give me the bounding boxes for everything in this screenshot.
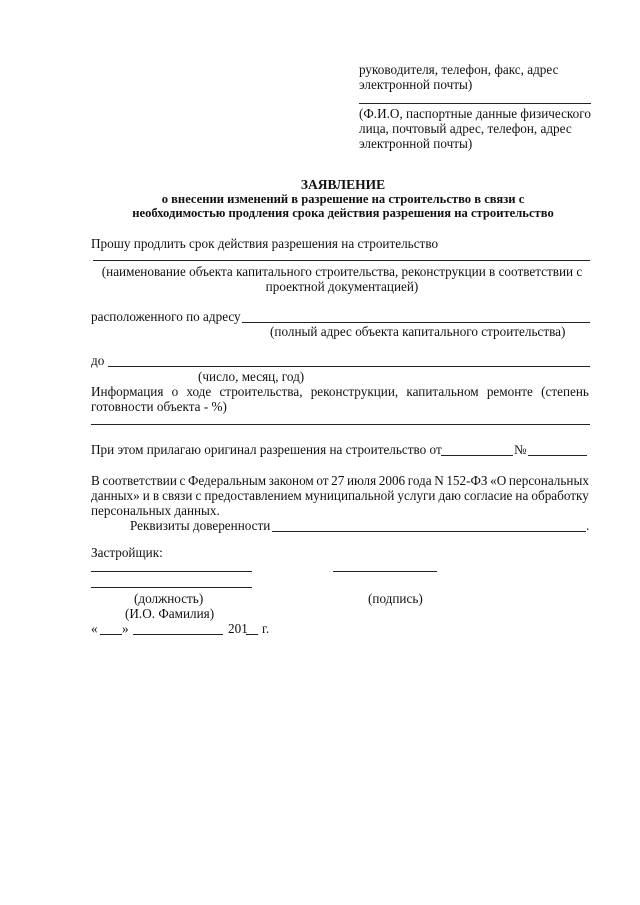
consent-word: обработку [531, 488, 589, 503]
name-caption: (И.О. Фамилия) [125, 606, 215, 621]
info-line2: готовности объекта - %) [91, 399, 227, 414]
consent-word: на [515, 488, 529, 503]
attach-number-line[interactable] [528, 455, 587, 456]
info-word: Информация [91, 384, 164, 399]
address-caption: (полный адрес объекта капитального строительства) [270, 324, 566, 339]
power-of-attorney-end: . [586, 518, 590, 533]
consent-word: муниципальной [304, 488, 395, 503]
consent-word: 152-ФЗ [446, 473, 488, 488]
developer-label: Застройщик: [91, 545, 163, 560]
signature-caption: (подпись) [368, 591, 423, 606]
power-of-attorney-label: Реквизиты доверенности [130, 518, 271, 533]
info-word: реконструкции, [310, 384, 399, 399]
document-title: ЗАЯВЛЕНИЕ [300, 177, 386, 192]
consent-word: В [91, 473, 100, 488]
until-label: до [91, 353, 105, 368]
until-caption: (число, месяц, год) [198, 369, 305, 384]
consent-word: Федеральным [187, 473, 267, 488]
consent-word: 27 [331, 473, 345, 488]
consent-word: согласие [463, 488, 513, 503]
info-word: ходе [186, 384, 212, 399]
object-caption-line2: проектной документацией) [265, 279, 419, 294]
object-name-line[interactable] [93, 260, 590, 261]
consent-word: 2006 [378, 473, 406, 488]
consent-word: года [407, 473, 432, 488]
info-word: ремонте [486, 384, 533, 399]
address-line[interactable] [242, 322, 590, 323]
applicant-note-line1: руководителя, телефон, факс, адрес [359, 62, 559, 77]
applicant-caption-line1: (Ф.И.О, паспортные данные физического [359, 106, 591, 121]
consent-word: от [316, 473, 329, 488]
info-answer-line[interactable] [91, 424, 590, 425]
consent-word: и [142, 488, 150, 503]
info-word: строительства, [219, 384, 303, 399]
consent-word: даю [438, 488, 461, 503]
power-of-attorney-line[interactable] [272, 531, 586, 532]
consent-word: связи [162, 488, 193, 503]
year-suffix: г. [262, 621, 270, 636]
consent-word: N [434, 473, 444, 488]
date-close-quote: » [122, 621, 129, 636]
info-word: (степень [541, 384, 589, 399]
consent-word: с [179, 473, 186, 488]
document-subtitle-line1: о внесении изменений в разрешение на строительство в связи с [161, 192, 525, 206]
attach-text: При этом прилагаю оригинал разрешения на строительство от [91, 442, 442, 457]
position-line-1[interactable] [91, 571, 252, 572]
consent-word: соответствии [102, 473, 177, 488]
consent-word: законом [268, 473, 314, 488]
date-open-quote: « [91, 621, 98, 636]
position-line-2[interactable] [91, 587, 252, 588]
consent-word: «О [490, 473, 507, 488]
applicant-caption-line2: лица, почтовый адрес, телефон, адрес [359, 121, 572, 136]
date-month-line[interactable] [133, 634, 223, 635]
info-word: о [171, 384, 179, 399]
request-text: Прошу продлить срок действия разрешения на строительство [91, 236, 439, 251]
consent-word: услуги [397, 488, 436, 503]
consent-line2 [91, 488, 589, 503]
date-day-line[interactable] [100, 634, 122, 635]
position-caption: (должность) [134, 591, 204, 606]
consent-line3: персональных данных. [91, 503, 220, 518]
consent-word: в [152, 488, 160, 503]
consent-word: с [195, 488, 202, 503]
attach-date-line[interactable] [441, 455, 513, 456]
signature-line[interactable] [333, 571, 437, 572]
applicant-caption-line3: электронной почты) [359, 136, 473, 151]
number-sign: № [514, 442, 527, 457]
document-subtitle-line2: необходимостью продления срока действия разрешения на строительство [132, 206, 554, 220]
consent-word: предоставлением [204, 488, 302, 503]
applicant-fio-line [359, 103, 591, 104]
applicant-note-line2: электронной почты) [359, 77, 473, 92]
consent-line1 [91, 473, 589, 488]
consent-word: персональных [508, 473, 589, 488]
info-line1 [91, 384, 589, 399]
consent-word: данных» [91, 488, 140, 503]
date-year-line[interactable] [246, 634, 258, 635]
year-prefix: 201 [228, 621, 248, 636]
until-date-line[interactable] [108, 366, 590, 367]
address-label: расположенного по адресу [91, 309, 241, 324]
consent-word: июля [346, 473, 377, 488]
object-caption-line1: (наименование объекта капитального строительства, реконструкции в соответствии с [101, 264, 583, 279]
info-word: капитальном [406, 384, 479, 399]
